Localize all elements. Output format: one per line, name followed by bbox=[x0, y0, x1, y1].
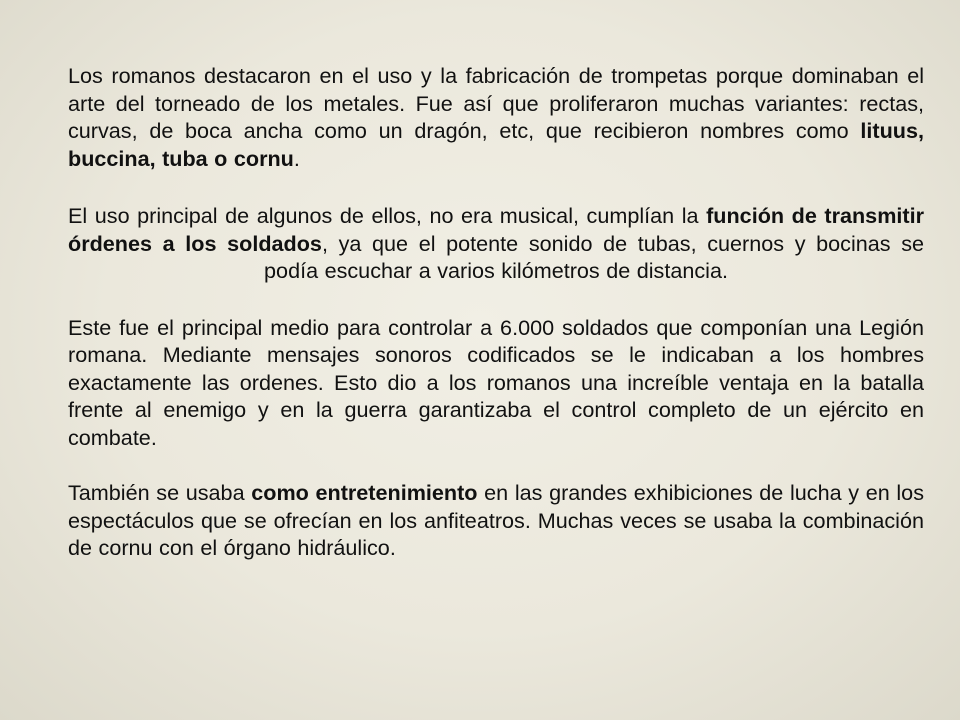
slide-body bbox=[68, 62, 924, 562]
paragraph-legion-control bbox=[68, 314, 924, 452]
p2-text-2: , ya que el potente sonido de tubas, cuernos y bocinas se podía escuchar a varios kilómetros de distancia. bbox=[264, 230, 925, 283]
p2-bold-function: función de transmitir órdenes a los soldados bbox=[68, 203, 924, 256]
paragraph-trumpets-variants bbox=[68, 62, 924, 172]
paragraph-military-use bbox=[68, 202, 924, 285]
p3-text-1: Este fue el principal medio para controlar a 6.000 soldados que componían una Legión romana. Mediante mensajes sonoros codificados se le indicaban a los hombres exactamente las ordenes. Esto dio a los romanos una increíble ventaja en la batalla frente al enemigo y en la guerra garantizaba el control completo de un ejército en combate. bbox=[68, 314, 924, 450]
paragraph-entertainment bbox=[68, 479, 924, 562]
p4-text-2: en las grandes exhibiciones de lucha y en los espectáculos que se ofrecían en los anfiteatros. Muchas veces se usaba la combinación de cornu con el órgano hidráulico. bbox=[68, 480, 924, 560]
p4-bold-entertainment: como entretenimiento bbox=[251, 480, 478, 505]
p2-text-1: El uso principal de algunos de ellos, no era musical, cumplían la bbox=[68, 203, 707, 228]
p1-text-2: . bbox=[293, 145, 300, 171]
p1-bold-instrument-names: lituus, buccina, tuba o cornu bbox=[68, 118, 924, 171]
p1-text-1: Los romanos destacaron en el uso y la fabricación de trompetas porque dominaban el arte del torneado de los metales. Fue así que proliferaron muchas variantes: rectas, curvas, de boca ancha como un dragón, etc, que recibieron nombres como bbox=[68, 63, 924, 143]
p4-text-1: También se usaba bbox=[68, 480, 252, 505]
